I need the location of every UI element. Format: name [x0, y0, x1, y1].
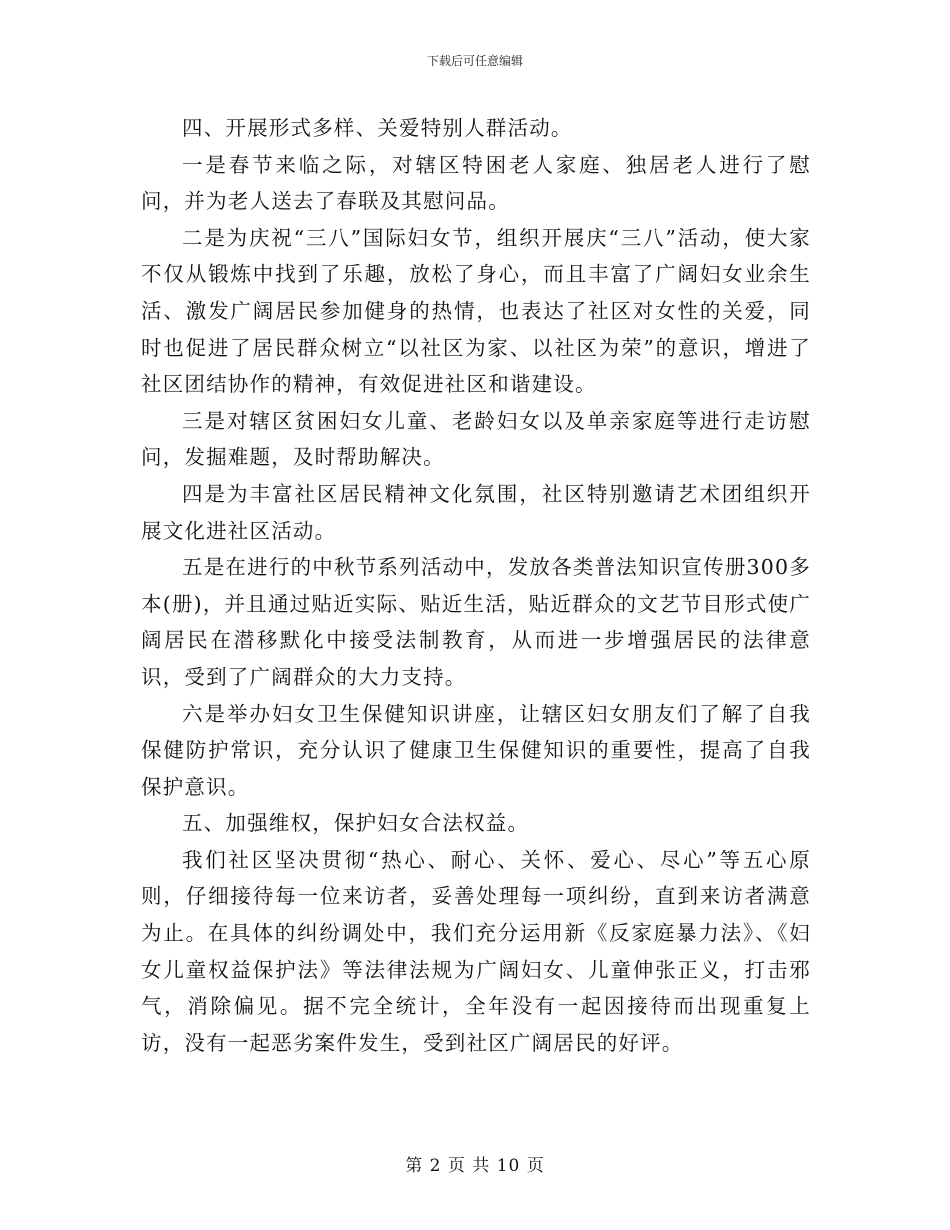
- section-heading-4: 四、开展形式多样、关爱特别人群活动。: [182, 116, 573, 140]
- paragraph-rights-protection: 我们社区坚决贯彻“热心、耐心、关怀、爱心、尽心”等五心原则，仔细接待每一位来访者，妥善处理每一项纠纷，直到来访者满意为止。在具体的纠纷调处中，我们充分运用新《反家庭暴力法》、《妇女儿童权益保护法》等法律法规为广阔妇女、儿童伸张正义，打击邪气，消除偏见。据不完全统计，全年没有一起因接待而出现重复上访，没有一起恶劣案件发生，受到社区广阔居民的好评。: [141, 847, 811, 1055]
- paragraph-item-1: 一是春节来临之际，对辖区特困老人家庭、独居老人进行了慰问，并为老人送去了春联及其慰问品。: [141, 152, 811, 214]
- paragraph-item-3: 三是对辖区贫困妇女儿童、老龄妇女以及单亲家庭等进行走访慰问，发掘难题，及时帮助解决。: [141, 408, 811, 470]
- paragraph-item-5: 五是在进行的中秋节系列活动中，发放各类普法知识宣传册300多本(册)，并且通过贴近实际、贴近生活，贴近群众的文艺节目形式使广阔居民在潜移默化中接受法制教育，从而进一步增强居民的法律意识，受到了广阔群众的大力支持。: [141, 555, 811, 689]
- page-number-footer: 第 2 页 共 10 页: [405, 1156, 545, 1176]
- page-header-note: 下载后可任意编辑: [426, 54, 523, 68]
- section-heading-5: 五、加强维权，保护妇女合法权益。: [182, 811, 530, 836]
- paragraph-item-6: 六是举办妇女卫生保健知识讲座，让辖区妇女朋友们了解了自我保健防护常识，充分认识了健康卫生保健知识的重要性，提高了自我保护意识。: [141, 701, 811, 799]
- paragraph-item-4: 四是为丰富社区居民精神文化氛围，社区特别邀请艺术团组织开展文化进社区活动。: [141, 481, 811, 543]
- paragraph-item-2: 二是为庆祝“三八”国际妇女节，组织开展庆“三八”活动，使大家不仅从锻炼中找到了乐趣，放松了身心，而且丰富了广阔妇女业余生活、激发广阔居民参加健身的热情，也表达了社区对女性的关爱，同时也促进了居民群众树立“以社区为家、以社区为荣”的意识，增进了社区团结协作的精神，有效促进社区和谐建设。: [141, 225, 811, 397]
- document-body: [141, 110, 811, 1061]
